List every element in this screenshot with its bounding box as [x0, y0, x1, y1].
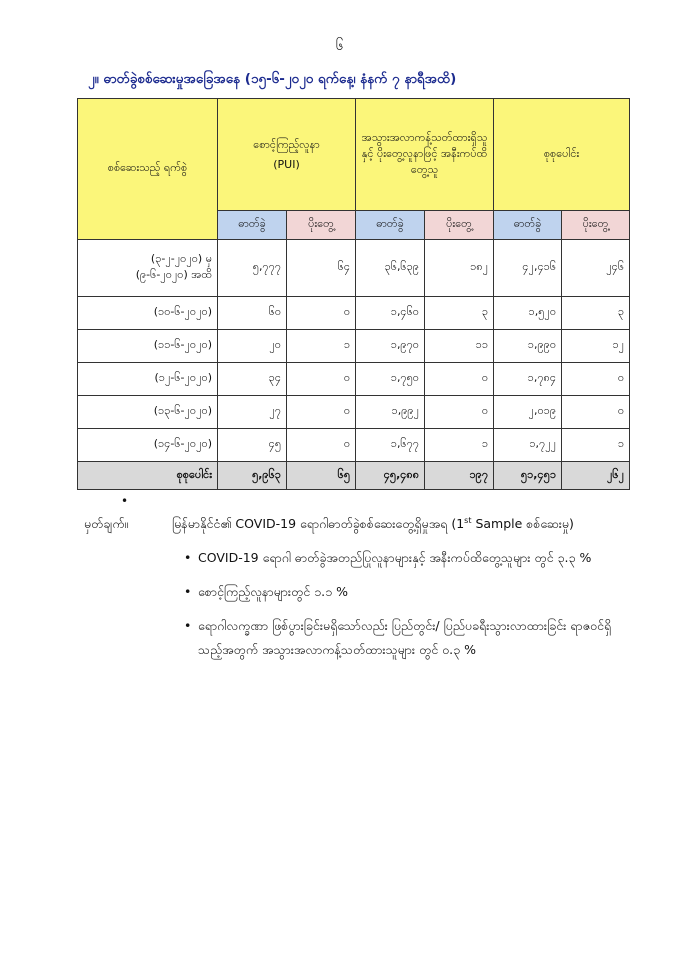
cell-pui-positive: ၆၄: [287, 240, 356, 297]
table-row: [78, 297, 630, 330]
cell-contact-positive: ၀: [425, 396, 494, 429]
cell-total-tested: ၄၂,၄၁၆: [494, 240, 562, 297]
subheader-total-tested: ဓာတ်ခွဲ: [494, 211, 562, 240]
cell-contact-positive: ၁၈၂: [425, 240, 494, 297]
cell-pui-tested: ၆၀: [218, 297, 287, 330]
remarks-list: [184, 546, 624, 672]
cell-pui-tested: ၂၇: [218, 396, 287, 429]
header-contacts: အသွားအလာကန့်သတ်ထားရှိသူနှင့် ပိုးတွေ့လူနာဖြင့် အနီးကပ်ထိတွေ့သူ: [356, 99, 494, 211]
cell-contact-tested: ၃၆,၆၃၉: [356, 240, 425, 297]
header-total: စုစုပေါင်း: [494, 99, 630, 211]
page-number: ၆: [335, 38, 344, 54]
cell-pui-tested: ၄၅: [218, 429, 287, 462]
cell-total-tested: ၁,၅၂၀: [494, 297, 562, 330]
subheader-total-positive: ပိုးတွေ့: [562, 211, 630, 240]
cell-contact-positive: ၁၁: [425, 330, 494, 363]
total-contact-positive: ၁၉၇: [425, 462, 494, 490]
cell-total-tested: ၂,၀၁၉: [494, 396, 562, 429]
table-row: [78, 240, 630, 297]
cell-pui-tested: ၂၀: [218, 330, 287, 363]
cell-pui-positive: ၁: [287, 330, 356, 363]
subheader-pui-tested: ဓာတ်ခွဲ: [218, 211, 287, 240]
row-date-line2: (၉-၆-၂၀၂၀) အထိ: [135, 268, 212, 281]
subheader-contact-positive: ပိုးတွေ့: [425, 211, 494, 240]
header-pui: [218, 99, 356, 211]
cell-contact-positive: ၀: [425, 363, 494, 396]
table-row: [78, 330, 630, 363]
row-date-line1: (၃-၂-၂၀၂၀) မှ: [150, 252, 212, 265]
cell-total-positive: ၀: [562, 396, 630, 429]
table-row: [78, 396, 630, 429]
cell-contact-tested: ၁,၆၇၇: [356, 429, 425, 462]
lab-test-table: [77, 98, 630, 490]
cell-contact-tested: ၁,၄၆၀: [356, 297, 425, 330]
total-total-positive: ၂၆၂: [562, 462, 630, 490]
subheader-contact-tested: ဓာတ်ခွဲ: [356, 211, 425, 240]
table-row: [78, 429, 630, 462]
cell-contact-positive: ၁: [425, 429, 494, 462]
cell-pui-positive: ၀: [287, 429, 356, 462]
table-row: [78, 363, 630, 396]
remarks-intro-text: မြန်မာနိုင်ငံ၏ COVID-19 ရောဂါဓာတ်ခွဲစစ်ဆေးတွေ့ရှိမှုအရ (1: [172, 516, 465, 532]
cell-total-positive: ၃: [562, 297, 630, 330]
row-date: [78, 240, 218, 297]
header-test-date: စစ်ဆေးသည့် ရက်စွဲ: [78, 99, 218, 240]
empty-bullet: •: [121, 494, 129, 508]
header-pui-en: (PUI): [273, 158, 300, 171]
subheader-pui-positive: ပိုးတွေ့: [287, 211, 356, 240]
cell-pui-tested: ၅,၇၇၇: [218, 240, 287, 297]
remarks-intro-superscript: st: [464, 516, 472, 525]
cell-contact-tested: ၁,၉၉၂: [356, 396, 425, 429]
row-date: (၁၂-၆-၂၀၂၀): [78, 363, 218, 396]
row-date: (၁၄-၆-၂၀၂၀): [78, 429, 218, 462]
row-date: (၁၁-၆-၂၀၂၀): [78, 330, 218, 363]
cell-pui-positive: ၀: [287, 396, 356, 429]
cell-total-positive: ၂၄၆: [562, 240, 630, 297]
remarks-intro-text-end: Sample စစ်ဆေးမှု): [471, 516, 574, 532]
remarks-intro: [172, 516, 574, 535]
cell-contact-tested: ၁,၇၅၀: [356, 363, 425, 396]
total-pui-positive: ၆၅: [287, 462, 356, 490]
cell-contact-tested: ၁,၉၇၀: [356, 330, 425, 363]
cell-pui-positive: ၀: [287, 363, 356, 396]
cell-pui-positive: ၀: [287, 297, 356, 330]
row-date: (၁၃-၆-၂၀၂၀): [78, 396, 218, 429]
list-item: • COVID-19 ရောဂါ ဓာတ်ခွဲအတည်ပြုလူနာများနှင့် အနီးကပ်ထိတွေ့သူများ တွင် ၃.၃ %: [184, 546, 624, 570]
cell-total-tested: ၁,၉၉၀: [494, 330, 562, 363]
row-date: (၁၀-၆-၂၀၂၀): [78, 297, 218, 330]
cell-contact-positive: ၃: [425, 297, 494, 330]
remarks-label: မှတ်ချက်။: [84, 516, 129, 531]
total-row-label: စုစုပေါင်း: [78, 462, 218, 490]
cell-total-positive: ၀: [562, 363, 630, 396]
cell-total-positive: ၁: [562, 429, 630, 462]
list-item: • ရောဂါလက္ခဏာ ဖြစ်ပွားခြင်းမရှိသော်လည်း ပြည်တွင်း/ ပြည်ပခရီးသွားလာထားခြင်း ရာဇဝင်ရှိသည့်အတွက် အသွားအလာကန့်သတ်ထားသူများ တွင် ၀.၃ %: [184, 614, 624, 662]
total-pui-tested: ၅,၉၆၃: [218, 462, 287, 490]
cell-total-tested: ၁,၇၂၂: [494, 429, 562, 462]
cell-total-positive: ၁၂: [562, 330, 630, 363]
list-item: • စောင့်ကြည့်လူနာများတွင် ၁.၁ %: [184, 580, 624, 604]
total-row: [78, 462, 630, 490]
header-pui-label: စောင့်ကြည့်လူနာ: [253, 138, 320, 151]
cell-pui-tested: ၃၄: [218, 363, 287, 396]
section-title: ၂။ ဓာတ်ခွဲစစ်ဆေးမှုအခြေအနေ (၁၅-၆-၂၀၂၀ ရက်နေ့၊ နံနက် ၇ နာရီအထိ): [88, 71, 457, 87]
total-contact-tested: ၄၅,၄၈၈: [356, 462, 425, 490]
cell-total-tested: ၁,၇၈၄: [494, 363, 562, 396]
total-total-tested: ၅၁,၄၅၁: [494, 462, 562, 490]
